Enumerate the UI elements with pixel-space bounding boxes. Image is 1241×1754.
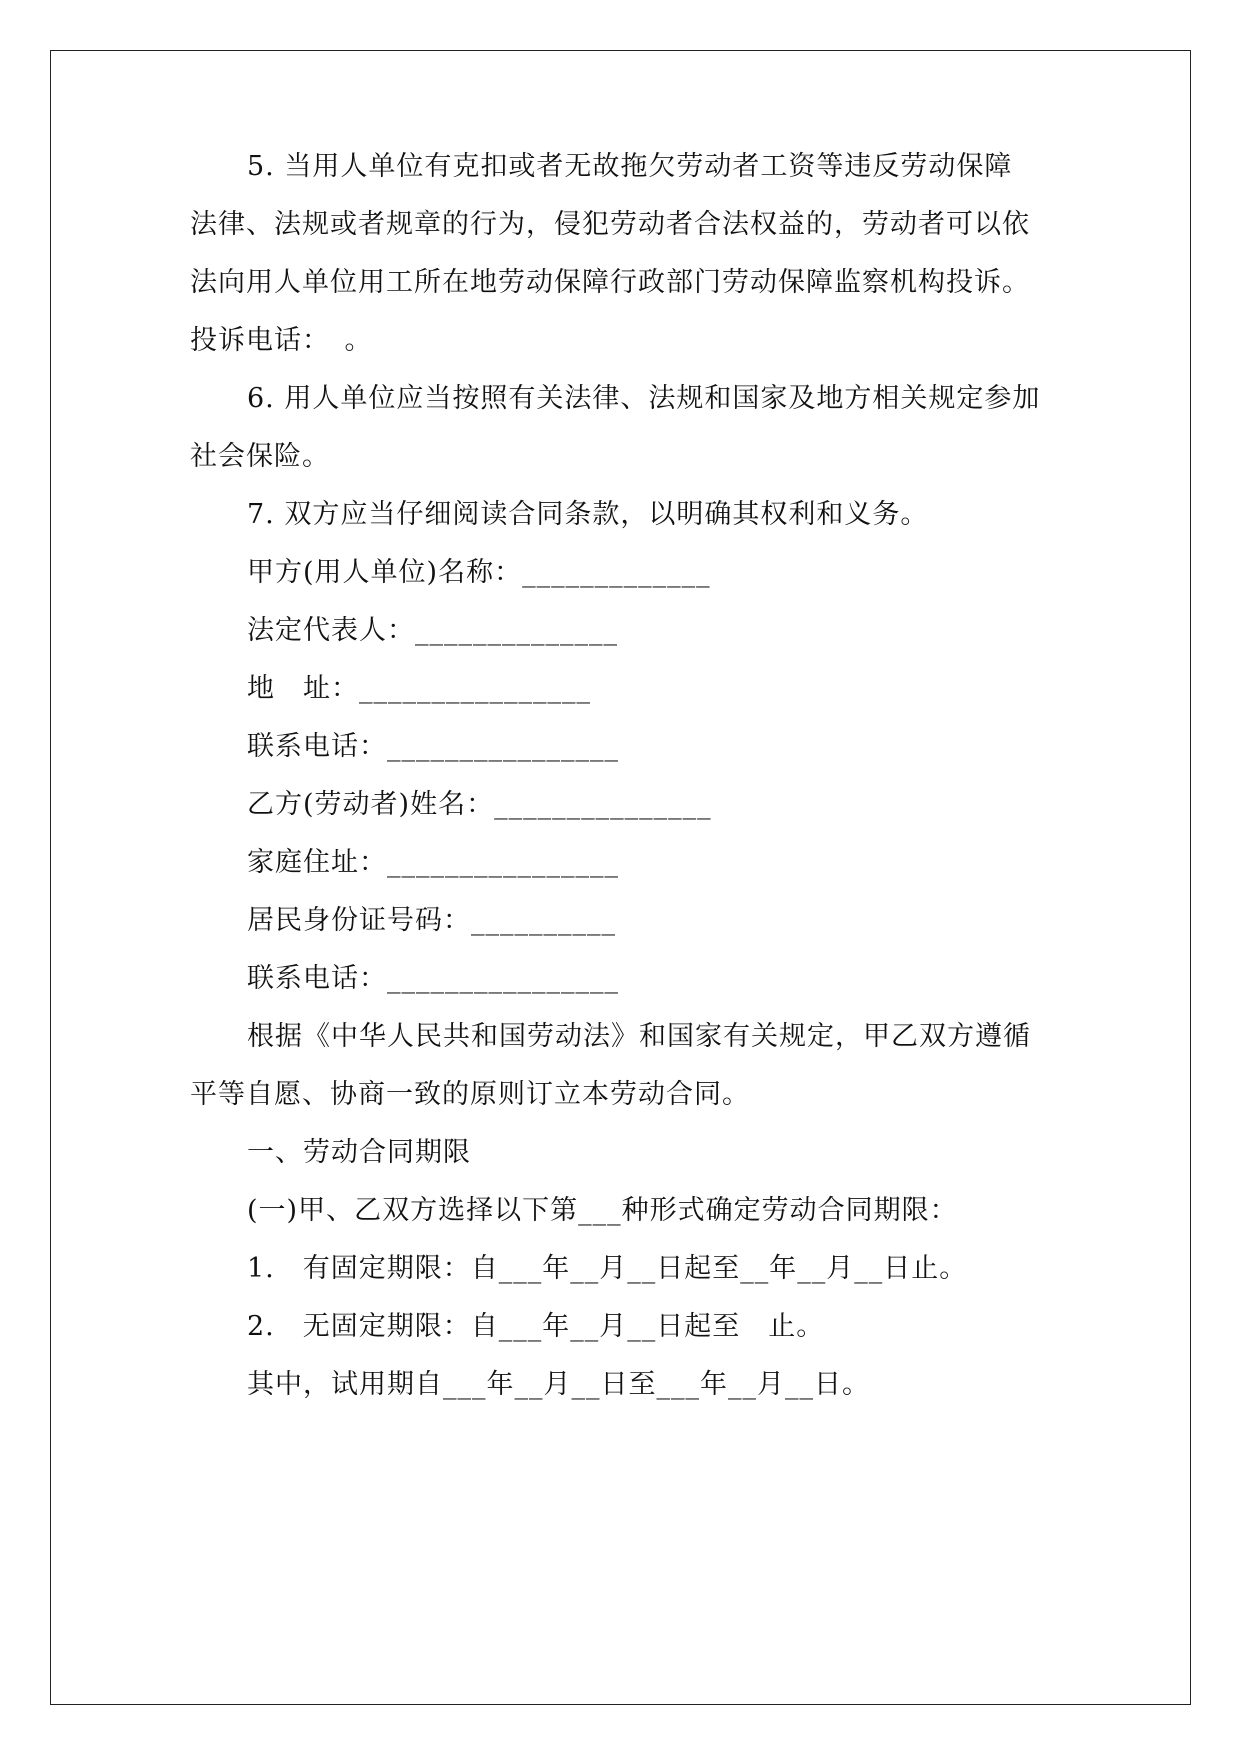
party-b-name-field: 乙方(劳动者)姓名：_______________: [247, 789, 712, 820]
party-b-id-number-field: 居民身份证号码：__________: [247, 905, 616, 936]
preamble-line-2: 平等自愿、协商一致的原则订立本劳动合同。: [190, 1079, 750, 1110]
probation-period-line: 其中，试用期自___年__月__日至___年__月__日。: [247, 1369, 870, 1400]
open-term-option: 2. 无固定期限：自___年__月__日起至 止。: [247, 1311, 825, 1342]
paragraph-5-line-3: 法向用人单位用工所在地劳动保障行政部门劳动保障监察机构投诉。: [190, 267, 1030, 298]
fixed-term-option: 1. 有固定期限：自___年__月__日起至__年__月__日止。: [247, 1253, 968, 1284]
party-a-address-field: 地 址：________________: [247, 673, 591, 704]
paragraph-5-line-1: 5. 当用人单位有克扣或者无故拖欠劳动者工资等违反劳动保障: [247, 151, 1013, 182]
party-b-address-field: 家庭住址：________________: [247, 847, 619, 878]
legal-representative-field: 法定代表人：______________: [247, 615, 618, 646]
party-a-name-field: 甲方(用人单位)名称：_____________: [247, 557, 711, 588]
party-b-phone-field: 联系电话：________________: [247, 963, 619, 994]
complaint-phone-line: 投诉电话： 。: [190, 325, 373, 356]
party-a-phone-field: 联系电话：________________: [247, 731, 619, 762]
paragraph-6-line-2: 社会保险。: [190, 441, 330, 472]
paragraph-7: 7. 双方应当仔细阅读合同条款，以明确其权利和义务。: [247, 499, 929, 530]
paragraph-5-line-2: 法律、法规或者规章的行为，侵犯劳动者合法权益的，劳动者可以依: [190, 209, 1030, 240]
paragraph-6-line-1: 6. 用人单位应当按照有关法律、法规和国家及地方相关规定参加: [247, 383, 1041, 414]
section-1-heading: 一、劳动合同期限: [247, 1137, 471, 1168]
preamble-line-1: 根据《中华人民共和国劳动法》和国家有关规定，甲乙双方遵循: [247, 1021, 1031, 1052]
section-1-clause-1: (一)甲、乙双方选择以下第___种形式确定劳动合同期限：: [247, 1195, 958, 1226]
